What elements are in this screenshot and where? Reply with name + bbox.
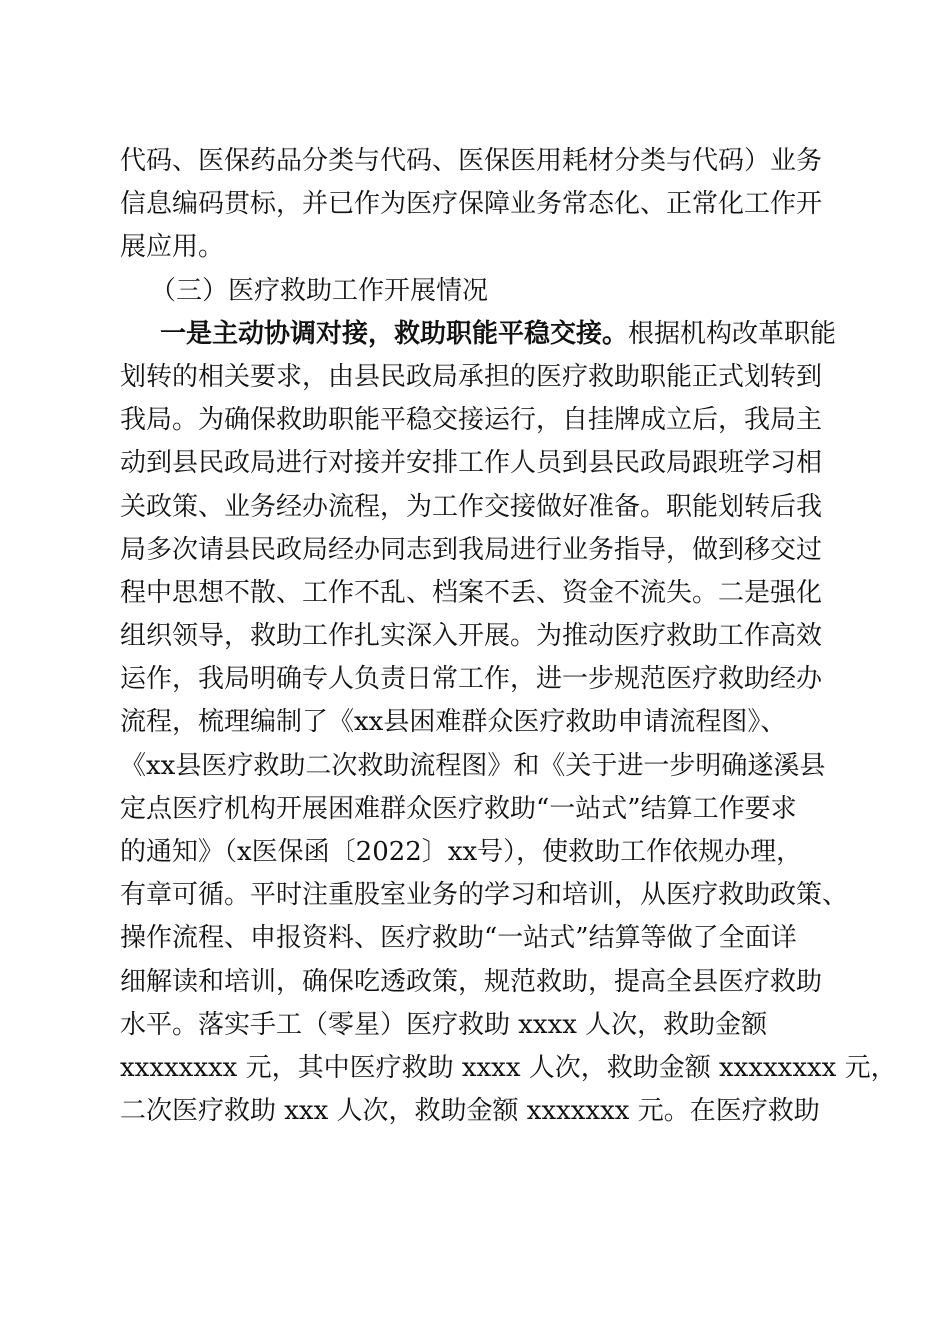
- text-line-7: 我局。为确保救助职能平稳交接运行，自挂牌成立后，我局主: [120, 405, 823, 436]
- text-line-15: 《xx县医疗救助二次救助流程图》和《关于进一步明确遂溪县: [120, 750, 826, 781]
- text-line-9: 关政策、业务经办流程，为工作交接做好准备。职能划转后我: [120, 491, 823, 522]
- text-line-19: 操作流程、申报资料、医疗救助“一站式”结算等做了全面详: [120, 923, 797, 954]
- text-line-8: 动到县民政局进行对接并安排工作人员到县民政局跟班学习相: [120, 448, 823, 479]
- text-line-10: 局多次请县民政局经办同志到我局进行业务指导，做到移交过: [120, 534, 823, 565]
- body-text: [120, 140, 897, 1133]
- text-line-5-rest: 根据机构改革职能: [628, 318, 837, 349]
- text-line-21: 水平。落实手工（零星）医疗救助 xxxx 人次，救助金额: [120, 1009, 768, 1040]
- text-line-5: [120, 313, 840, 356]
- text-line-22: xxxxxxxx 元，其中医疗救助 xxxx 人次，救助金额 xxxxxxxx 元，: [120, 1052, 897, 1083]
- text-line-13: 运作，我局明确专人负责日常工作，进一步规范医疗救助经办: [120, 664, 823, 695]
- text-line-12: 组织领导，救助工作扎实深入开展。为推动医疗救助工作高效: [120, 621, 823, 652]
- text-line-3: 展应用。: [120, 232, 225, 263]
- text-line-11: 程中思想不散、工作不乱、档案不丢、资金不流失。二是强化: [120, 577, 823, 608]
- text-line-20: 细解读和培训，确保吃透政策，规范救助，提高全县医疗救助: [120, 966, 823, 997]
- text-line-1: 代码、医保药品分类与代码、医保医用耗材分类与代码）业务: [120, 146, 823, 176]
- text-line-2: 信息编码贯标，并已作为医疗保障业务常态化、正常化工作开: [120, 189, 823, 220]
- text-line-23: 二次医疗救助 xxx 人次，救助金额 xxxxxxx 元。在医疗救助: [120, 1096, 820, 1127]
- text-line-14: 流程，梳理编制了《xx县困难群众医疗救助申请流程图》、: [120, 707, 787, 738]
- text-line-16: 定点医疗机构开展困难群众医疗救助“一站式”结算工作要求: [120, 793, 797, 824]
- text-line-17: 的通知》（x医保函〔2022〕xx号），使救助工作依规办理，: [120, 837, 803, 867]
- section-heading: （三）医疗救助工作开展情况: [150, 275, 489, 306]
- text-line-18: 有章可循。平时注重股室业务的学习和培训，从医疗救助政策、: [120, 880, 849, 911]
- bold-lead-phrase: 一是主动协调对接，救助职能平稳交接。: [160, 318, 629, 349]
- text-line-6: 划转的相关要求，由县民政局承担的医疗救助职能正式划转到: [120, 361, 823, 392]
